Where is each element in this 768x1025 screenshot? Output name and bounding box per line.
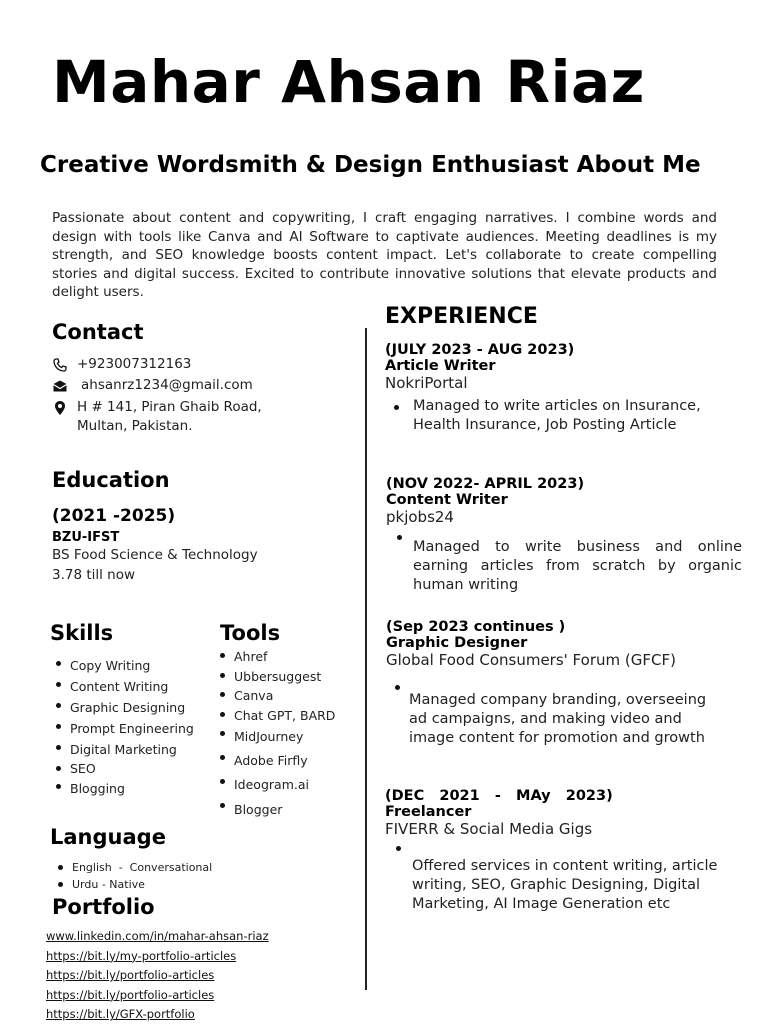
experience-org: NokriPortal [385,374,468,392]
language-list [54,859,314,893]
phone-row [52,355,352,374]
education-heading: Education [52,468,170,492]
experience-item [385,788,745,914]
portfolio-link[interactable]: https://bit.ly/GFX-portfolio [46,1007,195,1022]
experience-heading: EXPERIENCE [385,304,538,329]
tool-item: Blogger [216,797,361,822]
experience-item [386,619,746,748]
tool-item: Chat GPT, BARD [216,706,361,726]
language-heading: Language [50,825,166,849]
experience-desc: Managed company branding, overseeing ad campaigns, and making video and image content for promotion and growth [409,692,707,746]
phone-icon [52,357,68,373]
tools-list [216,647,361,822]
education-years: (2021 -2025) [52,506,176,526]
address-line-2: Multan, Pakistan. [77,418,193,434]
education-block [52,506,352,585]
experience-date: (Sep 2023 continues ) [386,619,566,635]
language-item: Urdu - Native [54,876,314,893]
email-text: ahsanrz1234@gmail.com [81,377,253,393]
skill-item: SEO [52,760,212,778]
tool-item: Canva [216,686,361,706]
experience-org: FIVERR & Social Media Gigs [385,820,593,838]
email-row [52,376,352,395]
experience-desc: Offered services in content writing, article writing, SEO, Graphic Designing, Digital Marketing, AI Image Generation etc [412,858,718,912]
experience-role: Graphic Designer [386,635,528,651]
bullet-dot [396,846,401,851]
experience-date: (JULY 2023 - AUG 2023) [385,342,575,358]
portfolio-links [46,927,356,1025]
language-item: English - Conversational [54,859,314,876]
education-degree: BS Food Science & Technology [52,547,258,563]
experience-role: Article Writer [385,358,496,374]
bullet-dot [397,535,402,540]
tool-item: Ahref [216,647,361,667]
experience-org: pkjobs24 [386,508,454,526]
resume-headline: Creative Wordsmith & Design Enthusiast About Me [40,152,701,178]
experience-date: (DEC 2021 - MAy 2023) [385,788,613,804]
experience-date: (NOV 2022- APRIL 2023) [386,476,585,492]
resume-name: Mahar Ahsan Riaz [52,48,645,116]
education-gpa: 3.78 till now [52,567,136,583]
skill-item: Content Writing [52,676,212,697]
tools-heading: Tools [220,621,281,645]
experience-role: Freelancer [385,804,472,820]
envelope-icon [52,378,68,394]
experience-role: Content Writer [386,492,508,508]
skills-list [52,655,212,799]
tool-item: Adobe Firfly [216,749,361,773]
skill-item: Blogging [52,778,212,799]
bullet-dot [394,405,399,410]
skill-item: Digital Marketing [52,739,212,760]
portfolio-link[interactable]: https://bit.ly/my-portfolio-articles [46,948,237,963]
portfolio-link-linkedin[interactable]: www.linkedin.com/in/mahar-ahsan-riaz [46,929,269,943]
skills-heading: Skills [50,621,114,645]
tool-item: MidJourney [216,725,361,749]
contact-heading: Contact [52,320,144,344]
phone-text: +923007312163 [77,356,192,372]
tool-item: Ubbersuggest [216,667,361,687]
experience-org: Global Food Consumers' Forum (GFCF) [386,651,676,669]
skill-item: Copy Writing [52,655,212,676]
education-institute: BZU-IFST [52,530,120,545]
bullet-dot [395,685,400,690]
address-line-1: H # 141, Piran Ghaib Road, [77,399,262,415]
tool-item: Ideogram.ai [216,773,361,797]
experience-item [386,476,746,595]
portfolio-link[interactable]: https://bit.ly/portfolio-articles [46,987,215,1002]
experience-item [385,342,745,435]
contact-block [52,355,352,436]
location-pin-icon [52,400,68,416]
skill-item: Prompt Engineering [52,718,212,739]
portfolio-link[interactable]: https://bit.ly/portfolio-articles [46,968,215,983]
column-divider [365,328,367,990]
skill-item: Graphic Designing [52,697,212,718]
experience-desc: Managed to write business and online earning articles from scratch by organic human writing [413,539,742,593]
experience-bullet [385,397,745,435]
portfolio-heading: Portfolio [52,895,155,919]
experience-desc: Managed to write articles on Insurance, Health Insurance, Job Posting Article [413,398,701,433]
address-row [52,398,352,436]
about-paragraph: Passionate about content and copywriting, I craft engaging narratives. I combine words and design with tools like Canva and AI Software to captivate audiences. Meeting deadlines is my strength, and SEO knowledge boosts content impact. Let's collaborate to create compelling stories and digital success. Excited to contribute innovative solutions that elevate products and delight users. [52,210,717,300]
